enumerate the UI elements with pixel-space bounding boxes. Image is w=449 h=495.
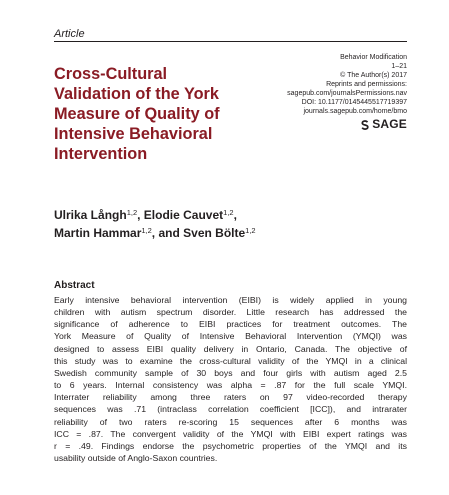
title-line: Intensive Behavioral: [54, 125, 213, 143]
page-range: 1–21: [391, 63, 407, 70]
author-affiliation: 1,2: [141, 226, 152, 235]
abstract-line: York Measure of Quality of Intensive Behavioral Intervention (YMQI) was: [54, 331, 407, 342]
author-line: [54, 224, 394, 242]
reprints-label: Reprints and permissions:: [326, 81, 407, 88]
journal-metadata: [247, 53, 407, 133]
abstract-line: significance of adherence to EIBI practices for treatment outcomes. The: [54, 319, 407, 330]
author-affiliation: 1,2: [223, 208, 234, 217]
abstract-line: this study was to examine the cross-cultural validity of the YMQI in a clinical: [54, 355, 407, 366]
abstract-line: to 6 years. Internal consistency was alpha = .87 for the full scale YMQI.: [54, 380, 407, 391]
title-line: Cross-Cultural: [54, 65, 168, 83]
author-affiliation: 1,2: [245, 226, 256, 235]
doi[interactable]: DOI: 10.1177/0145445517719397: [301, 99, 407, 106]
abstract-line: Early intensive behavioral intervention (EIBI) is widely applied in young: [54, 295, 407, 305]
abstract-line: designed to assess EIBI quality delivery in Ontario, Canada. The objective of: [54, 343, 407, 354]
author-name: Ulrika Långh: [54, 208, 127, 222]
author-separator: ,: [233, 208, 237, 222]
author-name: Sven Bölte: [183, 226, 246, 240]
copyright: © The Author(s) 2017: [340, 72, 407, 79]
title-line: Validation of the York: [54, 85, 219, 103]
author-separator: , and: [151, 226, 184, 240]
article-title: [54, 64, 254, 164]
abstract-line: Swedish community sample of 30 boys and four girls with autism aged 2.5: [54, 367, 407, 378]
author-separator: ,: [137, 208, 144, 222]
journal-name: Behavior Modification: [340, 54, 407, 61]
abstract-line: Interrater reliability among three raters on 97 video-recorded therapy: [54, 392, 407, 403]
abstract-line: sequences was .71 (intraclass correlation coefficient [ICC]), and intrarater: [54, 404, 407, 415]
abstract-line: ICC = .87. The convergent validity of the YMQI with EIBI expert ratings was: [54, 428, 407, 439]
author-name: Martin Hammar: [54, 226, 142, 240]
author-line: [54, 206, 394, 224]
article-type-label: Article: [54, 28, 85, 40]
journal-home-link[interactable]: journals.sagepub.com/home/bmo: [303, 108, 407, 115]
author-name: Elodie Cauvet: [143, 208, 224, 222]
author-list: [54, 206, 394, 242]
sage-logo-icon: [360, 120, 370, 130]
title-line: Measure of Quality of: [54, 105, 220, 123]
abstract-line: usability outside of Anglo-Saxon countries.: [54, 453, 218, 464]
publisher-logo: [360, 118, 407, 131]
header-rule: [54, 41, 407, 42]
abstract-heading: Abstract: [54, 280, 95, 291]
author-affiliation: 1,2: [126, 208, 138, 217]
abstract-line: reliability of two raters re-scoring 15 sequences after 6 months was: [54, 416, 407, 427]
permissions-link[interactable]: sagepub.com/journalsPermissions.nav: [287, 90, 407, 97]
abstract-line: children with autism spectrum disorder. Little research has addressed the: [54, 307, 407, 318]
title-line: Intervention: [54, 145, 148, 163]
abstract-line: r = .49. Findings endorse the psychometric properties of the YMQI and its: [54, 440, 407, 451]
abstract-body: [54, 294, 407, 464]
publisher-name: SAGE: [372, 117, 407, 131]
